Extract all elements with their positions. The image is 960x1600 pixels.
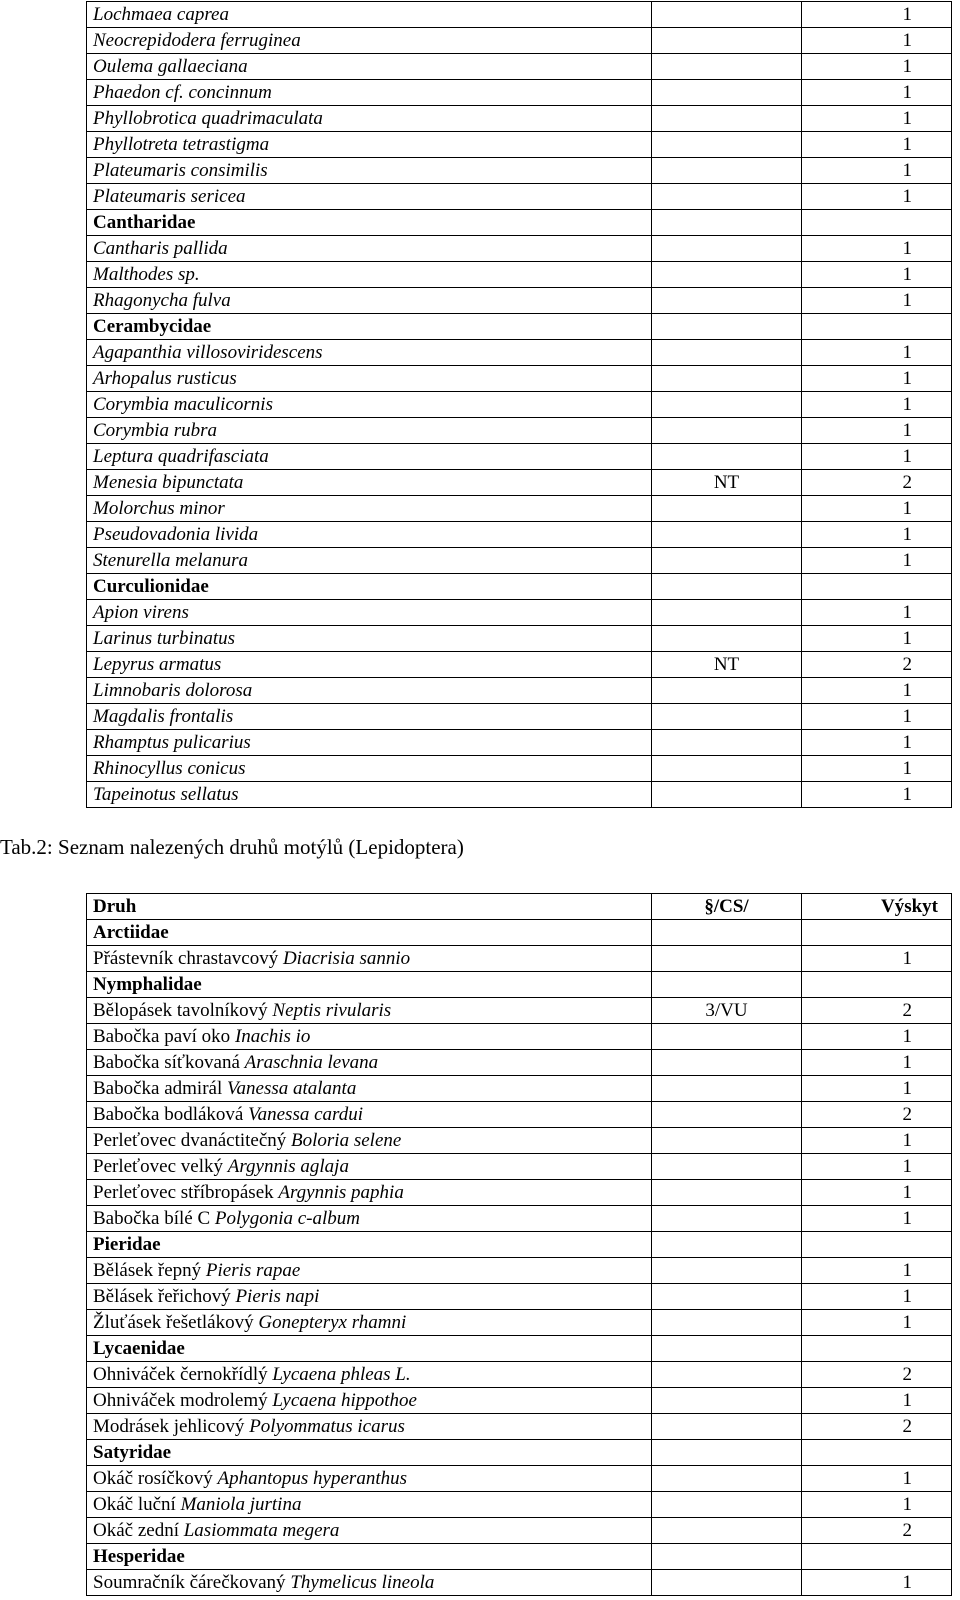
protection-status — [652, 1570, 802, 1596]
latin-name: Argynnis aglaja — [227, 1156, 349, 1177]
occurrence-count: 1 — [802, 2, 952, 28]
species-name: Arhopalus rusticus — [87, 366, 652, 392]
protection-status — [652, 1492, 802, 1518]
protection-status — [652, 522, 802, 548]
occurrence-count: 1 — [802, 548, 952, 574]
species-name-cell — [87, 946, 652, 972]
protection-status — [652, 1076, 802, 1102]
occurrence-count: 2 — [802, 1518, 952, 1544]
occurrence-count: 1 — [802, 600, 952, 626]
occurrence-count: 1 — [802, 28, 952, 54]
header-species: Druh — [87, 894, 652, 920]
family-name: Pieridae — [87, 1232, 652, 1258]
family-empty-cell — [652, 1544, 802, 1570]
protection-status — [652, 600, 802, 626]
protection-status — [652, 1284, 802, 1310]
protection-status — [652, 548, 802, 574]
species-name: Phaedon cf. concinnum — [87, 80, 652, 106]
family-empty-cell — [802, 1336, 952, 1362]
protection-status — [652, 340, 802, 366]
species-row — [87, 392, 952, 418]
species-row — [87, 730, 952, 756]
family-row — [87, 574, 952, 600]
occurrence-count: 1 — [802, 704, 952, 730]
protection-status — [652, 366, 802, 392]
species-name: Lepyrus armatus — [87, 652, 652, 678]
protection-status — [652, 1102, 802, 1128]
protection-status — [652, 946, 802, 972]
latin-name: Araschnia levana — [244, 1052, 379, 1073]
occurrence-count: 1 — [802, 1388, 952, 1414]
species-row — [87, 600, 952, 626]
latin-name: Argynnis paphia — [278, 1182, 404, 1203]
family-empty-cell — [802, 972, 952, 998]
latin-name: Lasiommata megera — [183, 1520, 340, 1541]
protection-status — [652, 80, 802, 106]
species-row — [87, 158, 952, 184]
latin-name: Diacrisia sannio — [282, 948, 411, 969]
family-name: Cantharidae — [87, 210, 652, 236]
species-row — [87, 1284, 952, 1310]
latin-name: Maniola jurtina — [180, 1494, 302, 1515]
protection-status — [652, 106, 802, 132]
protection-status — [652, 1414, 802, 1440]
occurrence-count: 1 — [802, 392, 952, 418]
species-name-cell — [87, 1050, 652, 1076]
protection-status — [652, 1310, 802, 1336]
family-name: Cerambycidae — [87, 314, 652, 340]
species-row — [87, 1128, 952, 1154]
protection-status — [652, 392, 802, 418]
latin-name: Gonepteryx rhamni — [258, 1312, 407, 1333]
species-name: Phyllotreta tetrastigma — [87, 132, 652, 158]
latin-name: Thymelicus lineola — [290, 1572, 435, 1593]
protection-status — [652, 418, 802, 444]
species-row — [87, 1570, 952, 1596]
occurrence-count: 1 — [802, 262, 952, 288]
species-row — [87, 262, 952, 288]
species-name-cell — [87, 1154, 652, 1180]
family-row — [87, 210, 952, 236]
family-name: Curculionidae — [87, 574, 652, 600]
family-empty-cell — [802, 920, 952, 946]
family-name: Hesperidae — [87, 1544, 652, 1570]
protection-status — [652, 704, 802, 730]
species-row — [87, 132, 952, 158]
species-row — [87, 626, 952, 652]
species-name-cell — [87, 1128, 652, 1154]
species-name: Stenurella melanura — [87, 548, 652, 574]
species-row — [87, 1102, 952, 1128]
protection-status — [652, 132, 802, 158]
occurrence-count: 1 — [802, 1466, 952, 1492]
occurrence-count: 1 — [802, 946, 952, 972]
common-name: Okáč rosíčkový — [93, 1468, 218, 1489]
beetles-table-body — [87, 2, 952, 808]
species-name-cell — [87, 1414, 652, 1440]
family-name: Arctiidae — [87, 920, 652, 946]
protection-status — [652, 1024, 802, 1050]
protection-status — [652, 1388, 802, 1414]
protection-status — [652, 288, 802, 314]
species-name-cell — [87, 1024, 652, 1050]
common-name: Babočka paví oko — [93, 1026, 235, 1047]
species-name-cell — [87, 1492, 652, 1518]
occurrence-count: 1 — [802, 236, 952, 262]
occurrence-count: 2 — [802, 1414, 952, 1440]
family-name: Satyridae — [87, 1440, 652, 1466]
species-row — [87, 1206, 952, 1232]
species-row — [87, 470, 952, 496]
latin-name: Lycaena phleas L. — [272, 1364, 411, 1385]
occurrence-count: 1 — [802, 1076, 952, 1102]
family-row — [87, 1336, 952, 1362]
common-name: Babočka bodláková — [93, 1104, 249, 1125]
common-name: Bělásek řeřichový — [93, 1286, 236, 1307]
family-empty-cell — [652, 314, 802, 340]
family-empty-cell — [802, 314, 952, 340]
occurrence-count: 1 — [802, 54, 952, 80]
species-name: Oulema gallaeciana — [87, 54, 652, 80]
species-name: Cantharis pallida — [87, 236, 652, 262]
species-name: Larinus turbinatus — [87, 626, 652, 652]
protection-status — [652, 1362, 802, 1388]
species-row — [87, 366, 952, 392]
occurrence-count: 2 — [802, 998, 952, 1024]
occurrence-count: 1 — [802, 678, 952, 704]
occurrence-count: 2 — [802, 1362, 952, 1388]
latin-name: Pieris napi — [235, 1286, 320, 1307]
protection-status — [652, 496, 802, 522]
table-header-row — [87, 894, 952, 920]
species-row — [87, 522, 952, 548]
protection-status — [652, 184, 802, 210]
protection-status — [652, 1466, 802, 1492]
common-name: Bělásek řepný — [93, 1260, 206, 1281]
family-empty-cell — [652, 1232, 802, 1258]
common-name: Okáč luční — [93, 1494, 181, 1515]
occurrence-count: 1 — [802, 1284, 952, 1310]
protection-status — [652, 158, 802, 184]
protection-status — [652, 678, 802, 704]
occurrence-count: 2 — [802, 470, 952, 496]
protection-status — [652, 1050, 802, 1076]
protection-status — [652, 756, 802, 782]
latin-name: Inachis io — [234, 1026, 311, 1047]
protection-status — [652, 1180, 802, 1206]
common-name: Babočka síťkovaná — [93, 1052, 245, 1073]
occurrence-count: 1 — [802, 80, 952, 106]
occurrence-count: 1 — [802, 1492, 952, 1518]
common-name: Okáč zední — [93, 1520, 184, 1541]
family-row — [87, 1232, 952, 1258]
latin-name: Neptis rivularis — [272, 1000, 392, 1021]
species-row — [87, 54, 952, 80]
protection-status — [652, 1154, 802, 1180]
species-name-cell — [87, 1102, 652, 1128]
species-row — [87, 1414, 952, 1440]
species-name-cell — [87, 1362, 652, 1388]
occurrence-count: 1 — [802, 1128, 952, 1154]
species-row — [87, 704, 952, 730]
species-name-cell — [87, 998, 652, 1024]
species-row — [87, 782, 952, 808]
header-protection-status: §/CS/ — [652, 894, 802, 920]
protection-status: NT — [652, 470, 802, 496]
species-row — [87, 1310, 952, 1336]
common-name: Soumračník čárečkovaný — [93, 1572, 291, 1593]
species-row — [87, 288, 952, 314]
common-name: Žluťásek řešetlákový — [93, 1312, 259, 1333]
species-name: Apion virens — [87, 600, 652, 626]
species-name-cell — [87, 1570, 652, 1596]
species-row — [87, 496, 952, 522]
species-name: Rhamptus pulicarius — [87, 730, 652, 756]
protection-status — [652, 262, 802, 288]
family-empty-cell — [802, 210, 952, 236]
family-name: Nymphalidae — [87, 972, 652, 998]
latin-name: Vanessa cardui — [248, 1104, 363, 1125]
family-empty-cell — [652, 972, 802, 998]
family-empty-cell — [652, 1440, 802, 1466]
species-name: Molorchus minor — [87, 496, 652, 522]
species-row — [87, 418, 952, 444]
latin-name: Polygonia c-album — [214, 1208, 360, 1229]
species-row — [87, 236, 952, 262]
occurrence-count: 1 — [802, 1570, 952, 1596]
protection-status — [652, 444, 802, 470]
species-row — [87, 1154, 952, 1180]
occurrence-count: 1 — [802, 1050, 952, 1076]
species-row — [87, 652, 952, 678]
latin-name: Pieris rapae — [205, 1260, 301, 1281]
species-name-cell — [87, 1310, 652, 1336]
species-row — [87, 1492, 952, 1518]
latin-name: Boloria selene — [291, 1130, 402, 1151]
common-name: Bělopásek tavolníkový — [93, 1000, 273, 1021]
species-row — [87, 1024, 952, 1050]
latin-name: Aphantopus hyperanthus — [217, 1468, 407, 1489]
species-name: Magdalis frontalis — [87, 704, 652, 730]
species-name-cell — [87, 1206, 652, 1232]
family-row — [87, 1440, 952, 1466]
species-row — [87, 1466, 952, 1492]
occurrence-count: 2 — [802, 652, 952, 678]
occurrence-count: 1 — [802, 288, 952, 314]
protection-status — [652, 236, 802, 262]
common-name: Perleťovec velký — [93, 1156, 228, 1177]
species-name: Plateumaris consimilis — [87, 158, 652, 184]
occurrence-count: 2 — [802, 1102, 952, 1128]
latin-name: Lycaena hippothoe — [272, 1390, 417, 1411]
common-name: Perleťovec stříbropásek — [93, 1182, 279, 1203]
species-row — [87, 998, 952, 1024]
protection-status — [652, 782, 802, 808]
species-name: Rhinocyllus conicus — [87, 756, 652, 782]
protection-status — [652, 2, 802, 28]
occurrence-count: 1 — [802, 1206, 952, 1232]
beetles-table — [86, 1, 952, 808]
common-name: Babočka bílé C — [93, 1208, 215, 1229]
family-empty-cell — [652, 1336, 802, 1362]
common-name: Ohniváček černokřídlý — [93, 1364, 273, 1385]
occurrence-count: 1 — [802, 106, 952, 132]
lepidoptera-table — [86, 893, 952, 1596]
occurrence-count: 1 — [802, 626, 952, 652]
species-name-cell — [87, 1388, 652, 1414]
occurrence-count: 1 — [802, 756, 952, 782]
common-name: Perleťovec dvanáctitečný — [93, 1130, 292, 1151]
species-name: Corymbia rubra — [87, 418, 652, 444]
species-name: Rhagonycha fulva — [87, 288, 652, 314]
species-row — [87, 1362, 952, 1388]
occurrence-count: 1 — [802, 1180, 952, 1206]
species-name: Lochmaea caprea — [87, 2, 652, 28]
species-row — [87, 1388, 952, 1414]
protection-status — [652, 54, 802, 80]
species-row — [87, 678, 952, 704]
occurrence-count: 1 — [802, 444, 952, 470]
species-name: Limnobaris dolorosa — [87, 678, 652, 704]
occurrence-count: 1 — [802, 1154, 952, 1180]
species-name-cell — [87, 1284, 652, 1310]
header-occurrence: Výskyt — [802, 894, 952, 920]
family-empty-cell — [802, 574, 952, 600]
protection-status: 3/VU — [652, 998, 802, 1024]
species-name: Malthodes sp. — [87, 262, 652, 288]
protection-status — [652, 730, 802, 756]
occurrence-count: 1 — [802, 1024, 952, 1050]
family-empty-cell — [652, 210, 802, 236]
latin-name: Polyommatus icarus — [249, 1416, 405, 1437]
species-row — [87, 1180, 952, 1206]
protection-status — [652, 28, 802, 54]
species-name: Phyllobrotica quadrimaculata — [87, 106, 652, 132]
species-row — [87, 444, 952, 470]
species-row — [87, 1076, 952, 1102]
family-row — [87, 972, 952, 998]
protection-status — [652, 1258, 802, 1284]
species-name-cell — [87, 1076, 652, 1102]
family-row — [87, 1544, 952, 1570]
latin-name: Vanessa atalanta — [227, 1078, 357, 1099]
occurrence-count: 1 — [802, 1258, 952, 1284]
occurrence-count: 1 — [802, 496, 952, 522]
family-name: Lycaenidae — [87, 1336, 652, 1362]
family-row — [87, 314, 952, 340]
species-name: Plateumaris sericea — [87, 184, 652, 210]
species-name: Neocrepidodera ferruginea — [87, 28, 652, 54]
occurrence-count: 1 — [802, 730, 952, 756]
family-empty-cell — [802, 1232, 952, 1258]
species-row — [87, 2, 952, 28]
family-empty-cell — [652, 920, 802, 946]
family-empty-cell — [652, 574, 802, 600]
species-name: Menesia bipunctata — [87, 470, 652, 496]
occurrence-count: 1 — [802, 340, 952, 366]
species-name-cell — [87, 1258, 652, 1284]
protection-status: NT — [652, 652, 802, 678]
occurrence-count: 1 — [802, 1310, 952, 1336]
family-empty-cell — [802, 1544, 952, 1570]
species-row — [87, 184, 952, 210]
species-name: Agapanthia villosoviridescens — [87, 340, 652, 366]
protection-status — [652, 1128, 802, 1154]
occurrence-count: 1 — [802, 132, 952, 158]
occurrence-count: 1 — [802, 418, 952, 444]
common-name: Ohniváček modrolemý — [93, 1390, 273, 1411]
occurrence-count: 1 — [802, 158, 952, 184]
common-name: Babočka admirál — [93, 1078, 228, 1099]
species-row — [87, 340, 952, 366]
species-name-cell — [87, 1466, 652, 1492]
table-caption: Tab.2: Seznam nalezených druhů motýlů (Lepidoptera) — [0, 835, 464, 859]
species-row — [87, 756, 952, 782]
species-name: Tapeinotus sellatus — [87, 782, 652, 808]
common-name: Modrásek jehlicový — [93, 1416, 250, 1437]
species-row — [87, 1050, 952, 1076]
family-empty-cell — [802, 1440, 952, 1466]
species-row — [87, 1518, 952, 1544]
species-row — [87, 1258, 952, 1284]
protection-status — [652, 1206, 802, 1232]
protection-status — [652, 1518, 802, 1544]
occurrence-count: 1 — [802, 782, 952, 808]
species-row — [87, 28, 952, 54]
species-name-cell — [87, 1518, 652, 1544]
occurrence-count: 1 — [802, 184, 952, 210]
species-row — [87, 106, 952, 132]
species-row — [87, 946, 952, 972]
species-name: Pseudovadonia livida — [87, 522, 652, 548]
species-name-cell — [87, 1180, 652, 1206]
species-row — [87, 80, 952, 106]
lepidoptera-table-body — [87, 920, 952, 1596]
species-name: Corymbia maculicornis — [87, 392, 652, 418]
common-name: Přástevník chrastavcový — [93, 948, 283, 969]
protection-status — [652, 626, 802, 652]
occurrence-count: 1 — [802, 522, 952, 548]
occurrence-count: 1 — [802, 366, 952, 392]
species-name: Leptura quadrifasciata — [87, 444, 652, 470]
family-row — [87, 920, 952, 946]
species-row — [87, 548, 952, 574]
